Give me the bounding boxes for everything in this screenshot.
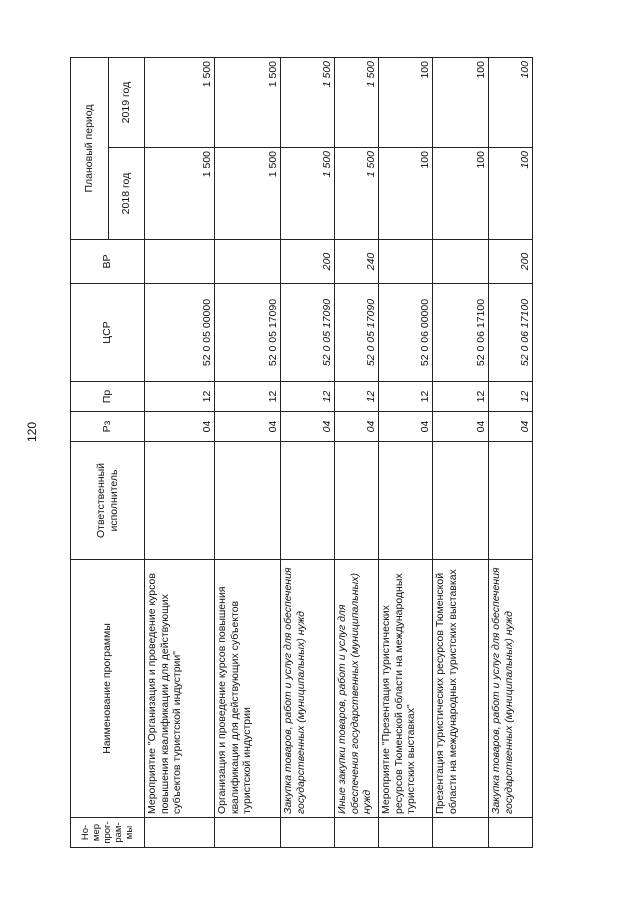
cell-executor [433,442,489,560]
page-number: 120 [25,421,39,443]
cell-pr: 12 [433,382,489,412]
budget-table-container [70,58,530,848]
cell-executor [335,442,379,560]
cell-rz: 04 [433,412,489,442]
cell-csr: 52 0 05 00000 [145,284,215,382]
cell-pr: 12 [281,382,335,412]
table-row [215,58,281,848]
cell-executor [145,442,215,560]
cell-number [145,818,215,848]
cell-vr [379,240,433,284]
cell-executor [215,442,281,560]
cell-pr: 12 [379,382,433,412]
cell-pr: 12 [489,382,533,412]
cell-number [281,818,335,848]
cell-2018: 100 [433,148,489,240]
cell-program-name: Мероприятие "Организация и проведение курсов повышения квалификации для действующих субъектов туристской индустрии" [145,560,215,818]
cell-csr: 52 0 05 17090 [215,284,281,382]
cell-number [215,818,281,848]
cell-2019: 100 [433,58,489,148]
cell-program-name: Мероприятие "Презентация туристических ресурсов Тюменской области на международных туристских выставках" [379,560,433,818]
cell-2018: 1 500 [335,148,379,240]
cell-csr: 52 0 06 17100 [489,284,533,382]
header-executor: Ответственный исполнитель [71,442,145,560]
header-plan-period: Плановый период [71,58,109,240]
cell-vr: 200 [489,240,533,284]
cell-2019: 1 500 [145,58,215,148]
cell-executor [281,442,335,560]
table-row [489,58,533,848]
cell-executor [379,442,433,560]
header-rz: Рз [71,412,145,442]
cell-2019: 100 [379,58,433,148]
cell-csr: 52 0 05 17090 [335,284,379,382]
cell-vr [145,240,215,284]
cell-2018: 1 500 [145,148,215,240]
cell-rz: 04 [335,412,379,442]
table-row [145,58,215,848]
cell-2018: 100 [489,148,533,240]
header-program-name: Наименование программы [71,560,145,818]
cell-rz: 04 [145,412,215,442]
cell-2019: 1 500 [281,58,335,148]
cell-program-name: Иные закупки товаров, работ и услуг для обеспечения государственных (муниципальных) нужд [335,560,379,818]
cell-2018: 100 [379,148,433,240]
cell-vr: 200 [281,240,335,284]
cell-vr [215,240,281,284]
cell-csr: 52 0 05 17090 [281,284,335,382]
cell-pr: 12 [215,382,281,412]
cell-program-name: Закупка товаров, работ и услуг для обеспечения государственных (муниципальных) нужд [489,560,533,818]
cell-rz: 04 [281,412,335,442]
cell-rz: 04 [379,412,433,442]
cell-vr [433,240,489,284]
cell-number [379,818,433,848]
cell-program-name: Организация и проведение курсов повышения квалификации для действующих субъектов туристской индустрии [215,560,281,818]
header-2018: 2018 год [109,148,145,240]
header-pr: Пр [71,382,145,412]
cell-pr: 12 [145,382,215,412]
budget-table [70,57,533,848]
table-row [281,58,335,848]
cell-csr: 52 0 06 00000 [379,284,433,382]
cell-number [489,818,533,848]
header-csr: ЦСР [71,284,145,382]
cell-program-name: Презентация туристических ресурсов Тюменской области на международных туристских выставках [433,560,489,818]
header-vr: ВР [71,240,145,284]
header-number: Но-мер прог-рам-мы [71,818,145,848]
cell-2019: 100 [489,58,533,148]
cell-number [335,818,379,848]
cell-2019: 1 500 [335,58,379,148]
table-row [379,58,433,848]
cell-program-name: Закупка товаров, работ и услуг для обеспечения государственных (муниципальных) нужд [281,560,335,818]
cell-csr: 52 0 06 17100 [433,284,489,382]
table-row [335,58,379,848]
cell-vr: 240 [335,240,379,284]
cell-executor [489,442,533,560]
cell-2018: 1 500 [281,148,335,240]
cell-2019: 1 500 [215,58,281,148]
cell-2018: 1 500 [215,148,281,240]
cell-rz: 04 [215,412,281,442]
cell-rz: 04 [489,412,533,442]
cell-pr: 12 [335,382,379,412]
header-2019: 2019 год [109,58,145,148]
cell-number [433,818,489,848]
table-row [433,58,489,848]
